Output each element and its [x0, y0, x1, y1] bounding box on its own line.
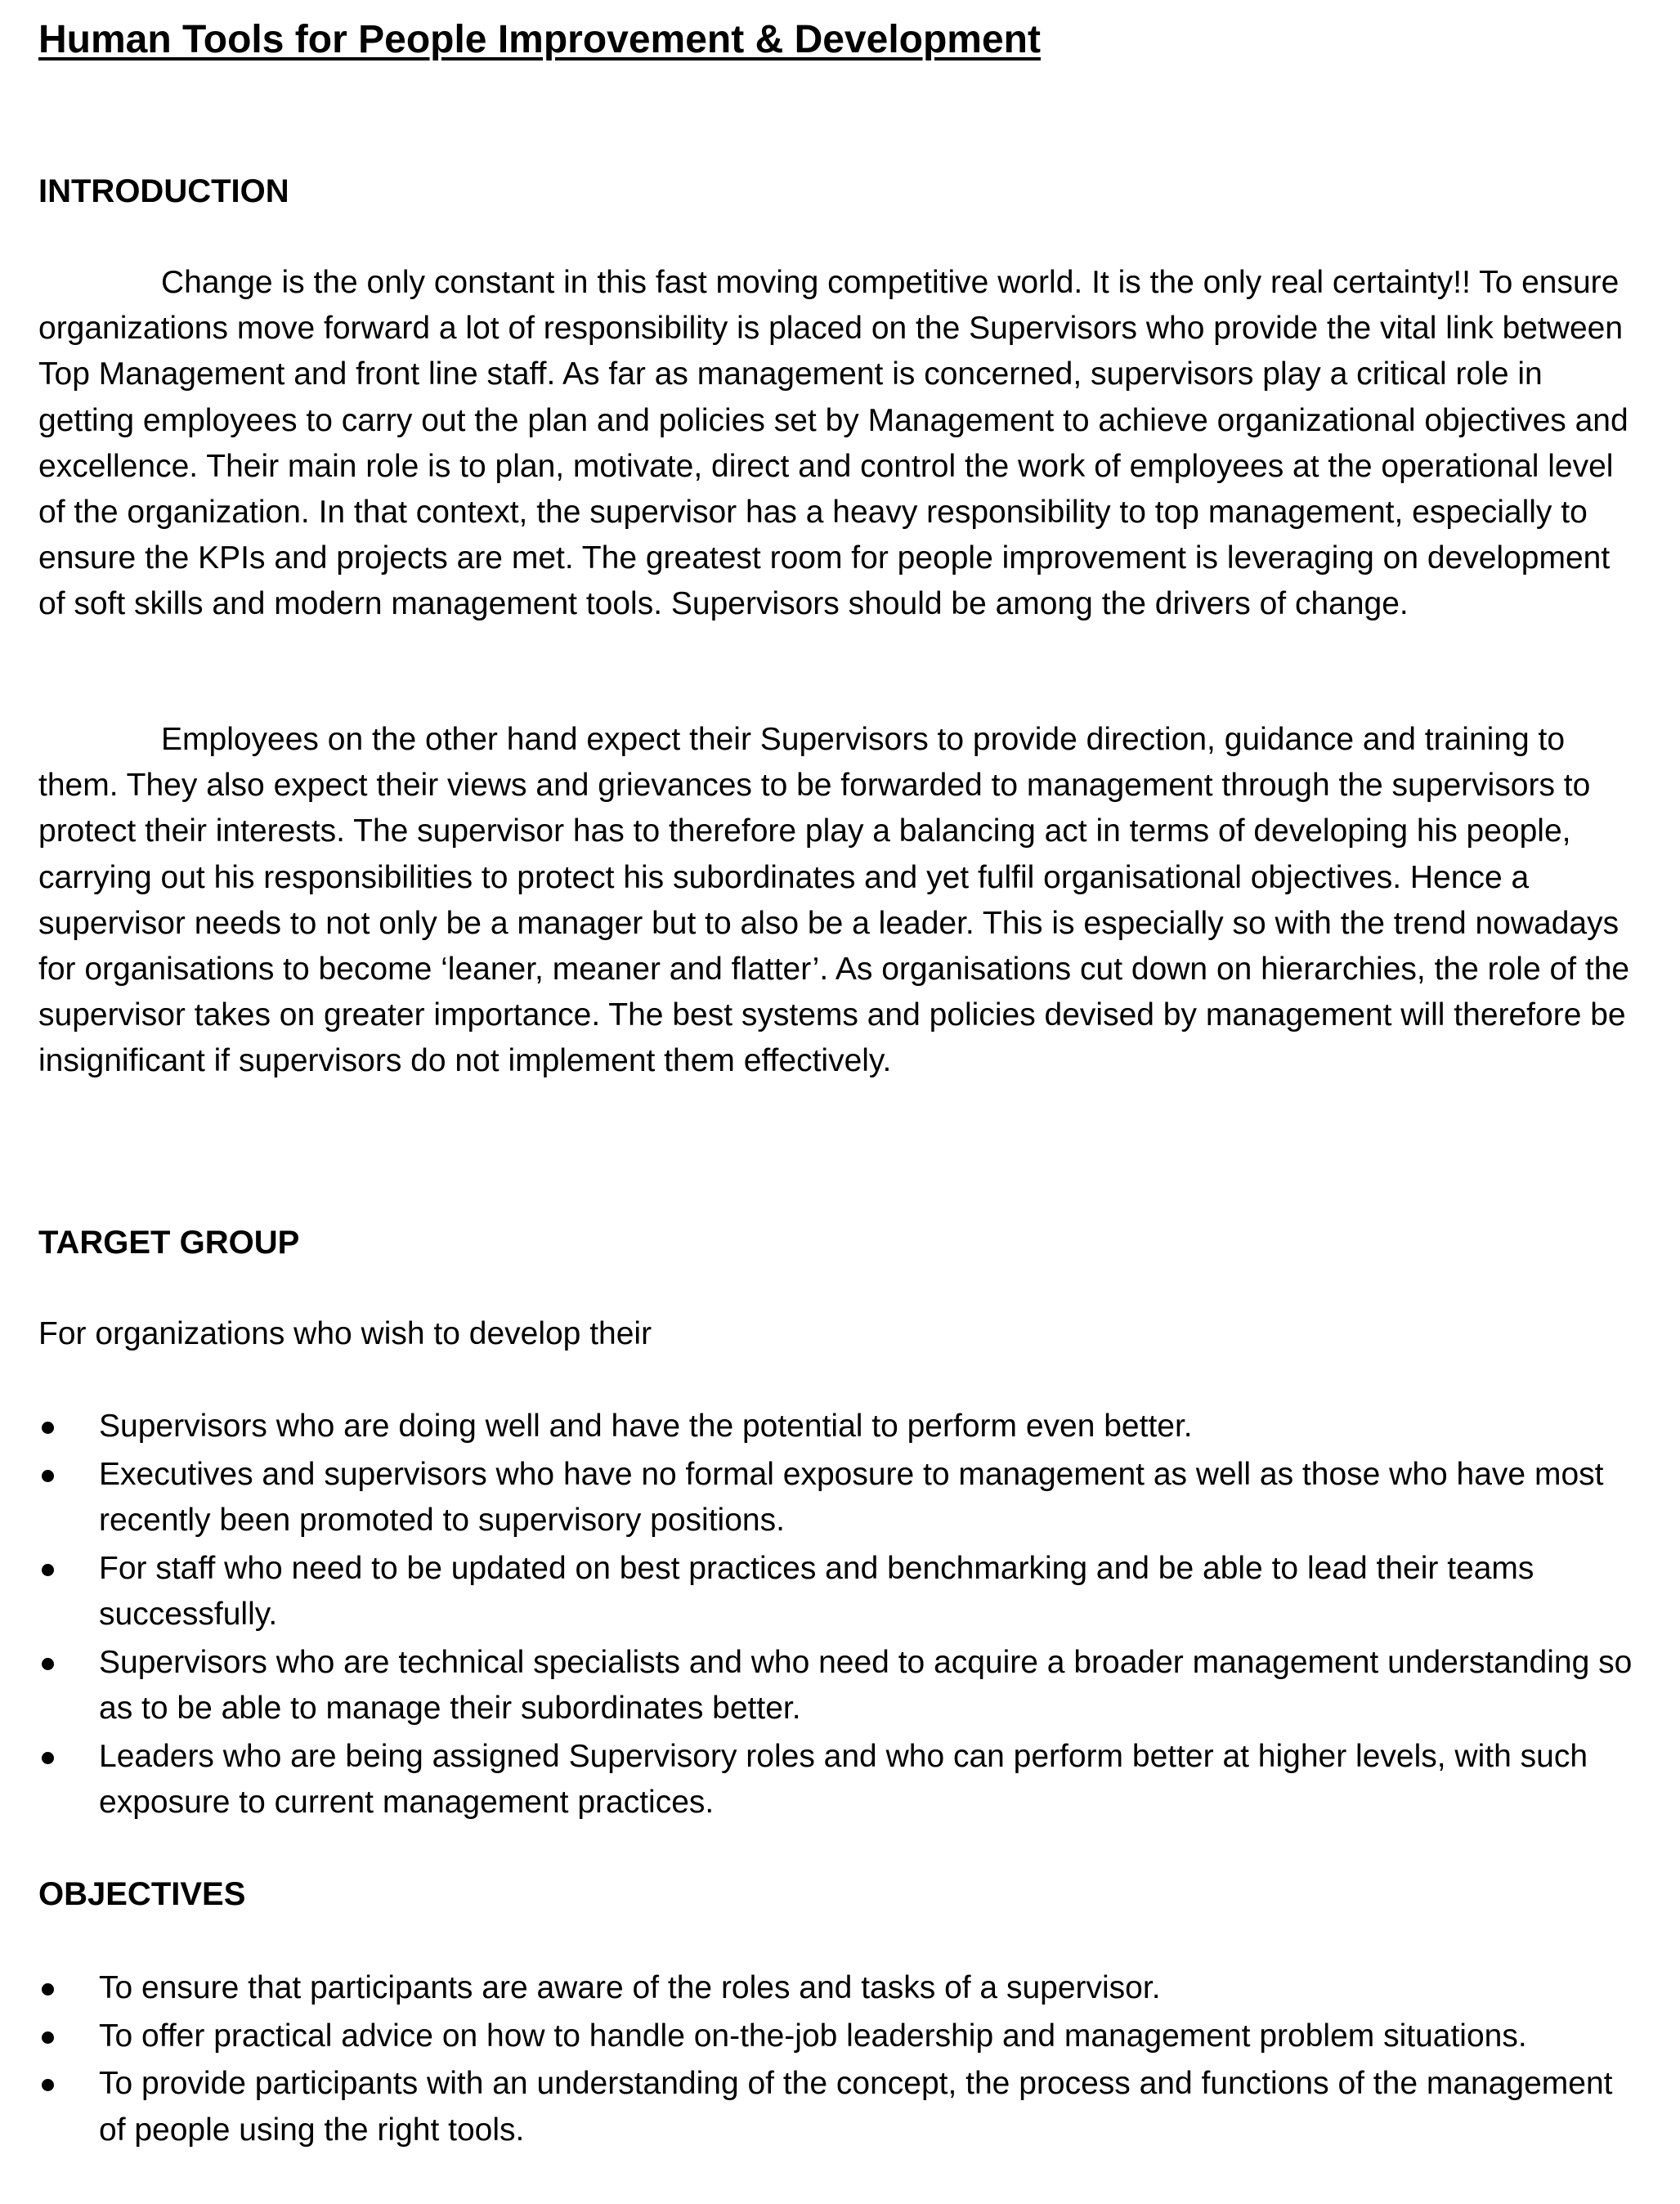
introduction-paragraph-2 [38, 717, 1645, 1085]
list-item [38, 1640, 1645, 1732]
bullet-icon [42, 2032, 54, 2044]
bullet-icon [42, 1752, 54, 1764]
objectives-heading: OBJECTIVES [38, 1876, 246, 1912]
list-item-text: Executives and supervisors who have no formal exposure to management as well as those who have most recently been promoted to supervisory positions. [99, 1456, 1604, 1538]
list-item-text: To ensure that participants are aware of the roles and tasks of a supervisor. [99, 1970, 1161, 2005]
introduction-paragraph-1 [38, 260, 1645, 628]
list-item-text: Supervisors who are doing well and have the potential to perform even better. [99, 1409, 1193, 1444]
list-item [38, 2014, 1645, 2060]
target-group-list [38, 1404, 1645, 1828]
introduction-heading: INTRODUCTION [38, 173, 289, 209]
list-item [38, 1452, 1645, 1544]
target-group-lead: For organizations who wish to develop their [38, 1316, 652, 1351]
objectives-list [38, 1965, 1645, 2155]
bullet-icon [42, 1983, 54, 1996]
list-item [38, 1546, 1645, 1638]
list-item [38, 1404, 1645, 1450]
list-item-text: For staff who need to be updated on best practices and benchmarking and be able to lead their teams successfully. [99, 1550, 1534, 1632]
introduction-paragraph-1-text: Change is the only constant in this fast moving competitive world. It is the only real certainty!! To ensure organizations move forward a lot of responsibility is placed on the Supervisors who provide the vital link between Top Management and front line staff. As far as management is concerned, supervisors play a critical role in getting employees to carry out the plan and policies set by Management to achieve organizational objectives and excellence. Their main role is to plan, motivate, direct and control the work of employees at the operational level of the organization. In that context, the supervisor has a heavy responsibility to top management, especially to ensure the KPIs and projects are met. The greatest room for people improvement is leveraging on development of soft skills and modern management tools. Supervisors should be among the drivers of change. [38, 265, 1628, 622]
bullet-icon [42, 2079, 54, 2091]
list-item [38, 2061, 1645, 2153]
bullet-icon [42, 1470, 54, 1482]
list-item [38, 1965, 1645, 2012]
list-item-text: Supervisors who are technical specialists and who need to acquire a broader management understanding so as to be able to manage their subordinates better. [99, 1644, 1633, 1726]
bullet-icon [42, 1564, 54, 1576]
bullet-icon [42, 1658, 54, 1670]
list-item-text: Leaders who are being assigned Supervisory roles and who can perform better at higher levels, with such exposure to current management practices. [99, 1738, 1588, 1820]
bullet-icon [42, 1422, 54, 1434]
document-title: Human Tools for People Improvement & Development [38, 18, 1041, 61]
list-item [38, 1734, 1645, 1826]
target-group-heading: TARGET GROUP [38, 1225, 300, 1261]
list-item-text: To offer practical advice on how to handle on-the-job leadership and management problem situations. [99, 2018, 1527, 2054]
list-item-text: To provide participants with an understanding of the concept, the process and functions of the management of people using the right tools. [99, 2066, 1613, 2148]
introduction-paragraph-2-text: Employees on the other hand expect their Supervisors to provide direction, guidance and training to them. They also expect their views and grievances to be forwarded to management through the supervisors to protect their interests. The supervisor has to therefore play a balancing act in terms of developing his people, carrying out his responsibilities to protect his subordinates and yet fulfil organisational objectives. Hence a supervisor needs to not only be a manager but to also be a leader. This is especially so with the trend nowadays for organisations to become ‘leaner, meaner and flatter’. As organisations cut down on hierarchies, the role of the supervisor takes on greater importance. The best systems and policies devised by management will therefore be insignificant if supervisors do not implement them effectively. [38, 722, 1630, 1079]
